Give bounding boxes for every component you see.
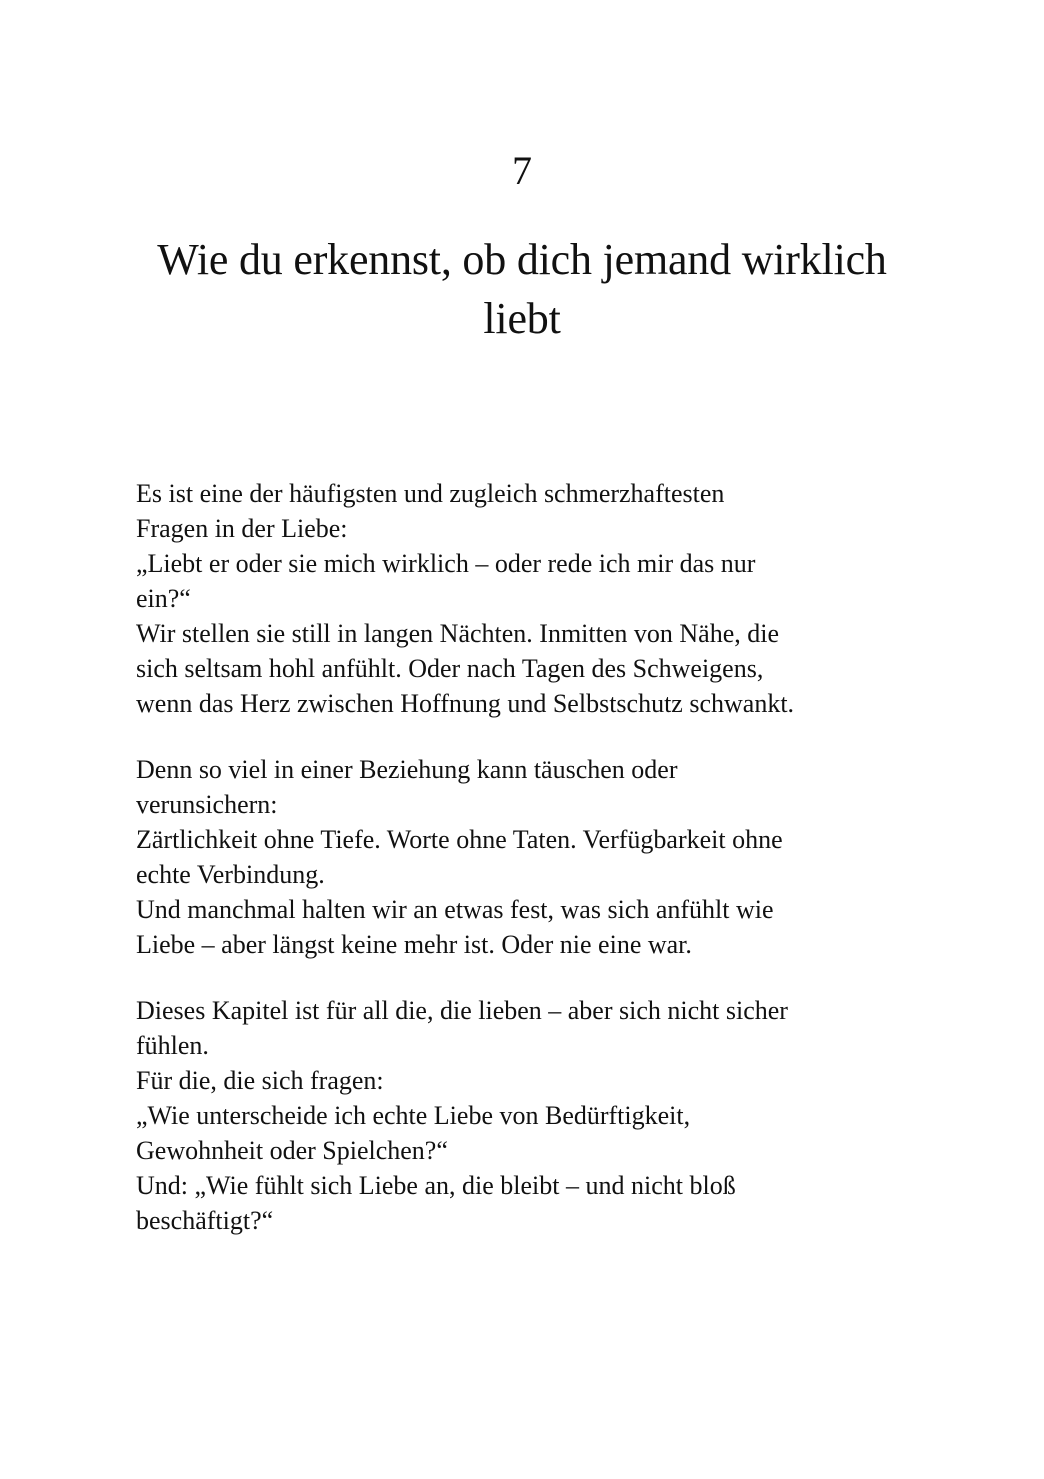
- text-line: „Liebt er oder sie mich wirklich – oder rede ich mir das nur: [136, 549, 756, 578]
- chapter-number: 7: [512, 148, 532, 193]
- text-line: Für die, die sich fragen:: [136, 1066, 384, 1095]
- paragraph-chapter-purpose: [136, 993, 916, 1238]
- text-line: wenn das Herz zwischen Hoffnung und Selbstschutz schwankt.: [136, 689, 795, 718]
- chapter-title: [122, 230, 922, 348]
- text-line: Denn so viel in einer Beziehung kann täuschen oder: [136, 755, 678, 784]
- text-line: Zärtlichkeit ohne Tiefe. Worte ohne Taten. Verfügbarkeit ohne: [136, 825, 783, 854]
- chapter-title-line: liebt: [483, 294, 561, 343]
- text-line: Wir stellen sie still in langen Nächten. Inmitten von Nähe, die: [136, 619, 780, 648]
- text-line: fühlen.: [136, 1031, 209, 1060]
- text-line: beschäftigt?“: [136, 1206, 274, 1235]
- text-line: Gewohnheit oder Spielchen?“: [136, 1136, 448, 1165]
- text-line: Liebe – aber längst keine mehr ist. Oder nie eine war.: [136, 930, 692, 959]
- text-line: ein?“: [136, 584, 191, 613]
- chapter-body: [136, 476, 916, 1269]
- text-line: Dieses Kapitel ist für all die, die lieben – aber sich nicht sicher: [136, 996, 788, 1025]
- text-line: Fragen in der Liebe:: [136, 514, 348, 543]
- paragraph-intro: [136, 476, 916, 721]
- text-line: Es ist eine der häufigsten und zugleich schmerzhaftesten: [136, 479, 725, 508]
- text-line: Und manchmal halten wir an etwas fest, was sich anfühlt wie: [136, 895, 774, 924]
- paragraph-uncertainty: [136, 752, 916, 962]
- text-line: sich seltsam hohl anfühlt. Oder nach Tagen des Schweigens,: [136, 654, 764, 683]
- text-line: „Wie unterscheide ich echte Liebe von Bedürftigkeit,: [136, 1101, 691, 1130]
- chapter-title-line: Wie du erkennst, ob dich jemand wirklich: [157, 235, 887, 284]
- text-line: echte Verbindung.: [136, 860, 325, 889]
- text-line: Und: „Wie fühlt sich Liebe an, die bleibt – und nicht bloß: [136, 1171, 736, 1200]
- text-line: verunsichern:: [136, 790, 278, 819]
